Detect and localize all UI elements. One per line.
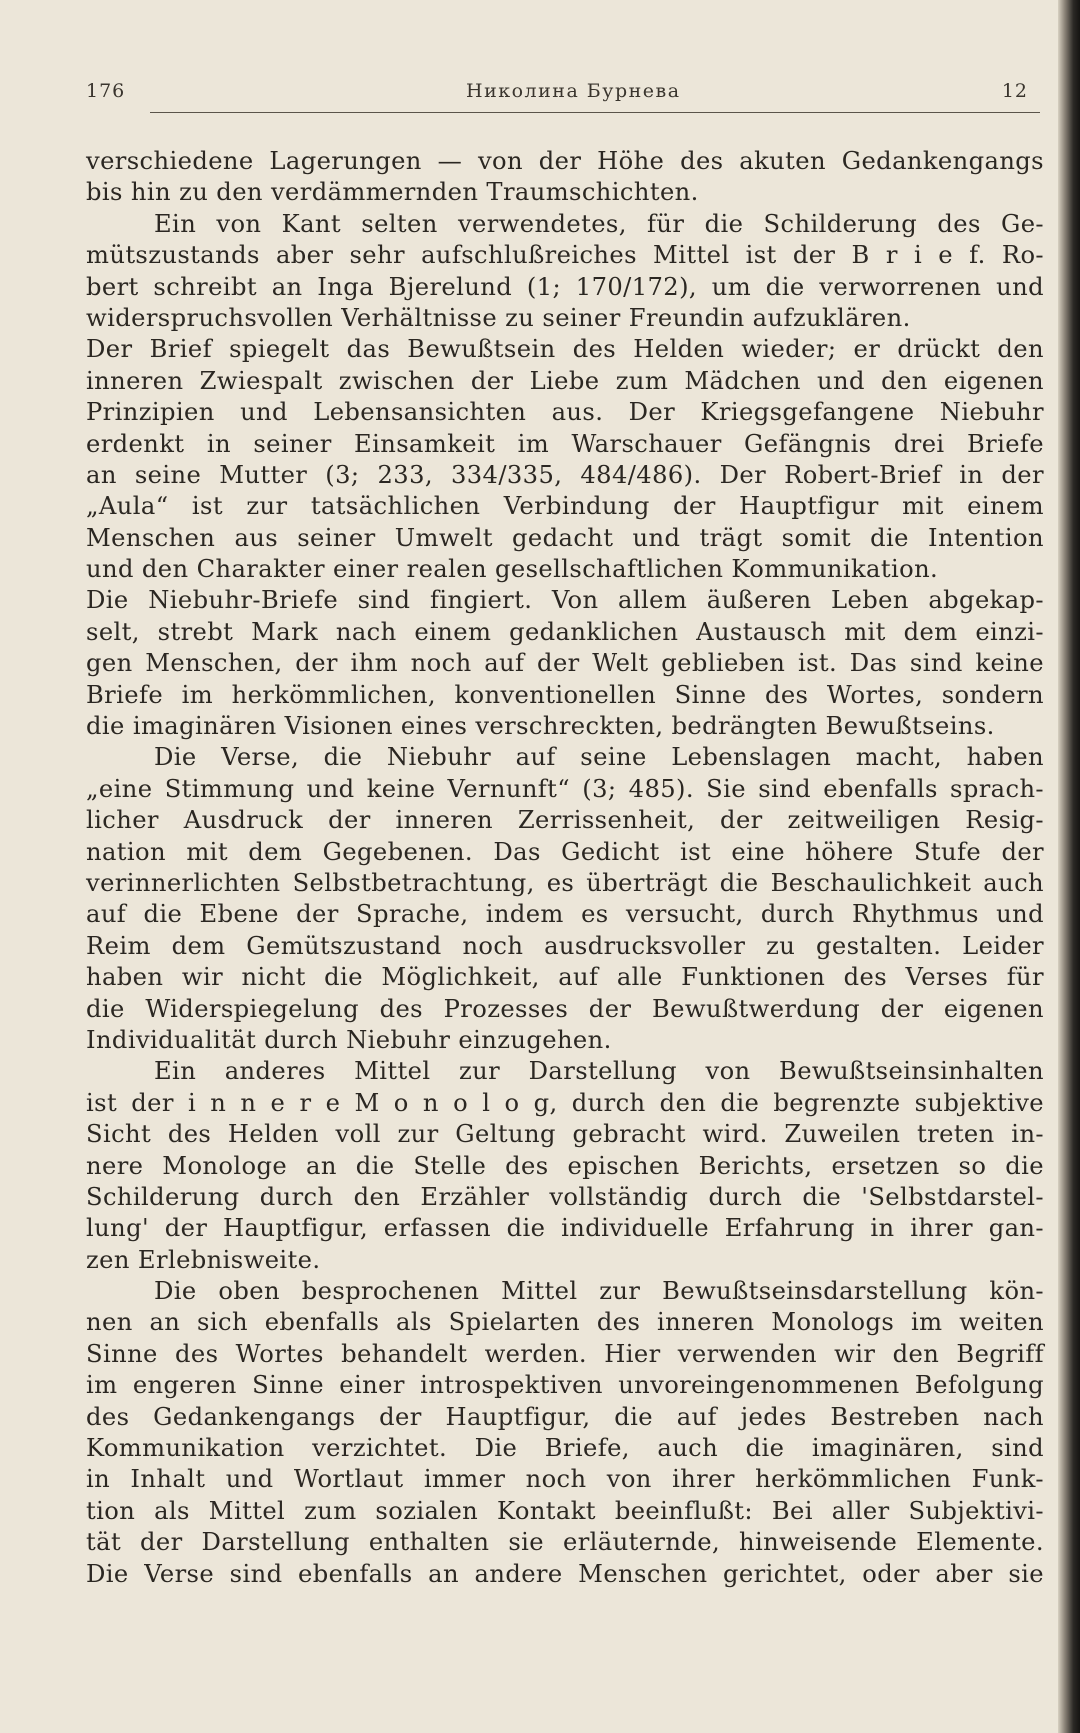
text-line: inneren Zwiespalt zwischen der Liebe zum Mädchen und den eigenen [86, 366, 1044, 395]
text-line: Die Verse, die Niebuhr auf seine Lebenslagen macht, haben [154, 743, 1044, 772]
text-line: die imaginären Visionen eines verschreckten, bedrängten Bewußtseins. [86, 712, 995, 741]
text-line: tät der Darstellung enthalten sie erläuternde, hinweisende Elemente. [86, 1528, 1044, 1557]
text-line: Ein von Kant selten verwendetes, für die Schilderung des Ge- [154, 209, 1044, 238]
text-line: gen Menschen, der ihm noch auf der Welt geblieben ist. Das sind keine [86, 649, 1044, 678]
signature-mark: 12 [1001, 80, 1028, 102]
text-line: Ein anderes Mittel zur Darstellung von Bewußtseinsinhalten [154, 1057, 1044, 1086]
running-title: Николина Бурнева [466, 80, 681, 102]
header-rule [150, 112, 1040, 113]
text-line: nation mit dem Gegebenen. Das Gedicht ist eine höhere Stufe der [86, 837, 1044, 866]
text-line: und den Charakter einer realen gesellschaftlichen Kommunikation. [86, 555, 939, 584]
text-line: auf die Ebene der Sprache, indem es versucht, durch Rhythmus und [86, 900, 1044, 929]
text-line: Der Brief spiegelt das Bewußtsein des Helden wieder; er drückt den [86, 335, 1044, 364]
text-line: Schilderung durch den Erzähler vollständig durch die 'Selbstdarstel- [86, 1182, 1044, 1211]
text-line: „eine Stimmung und keine Vernunft“ (3; 485). Sie sind ebenfalls sprach- [86, 774, 1044, 803]
text-line: verinnerlichten Selbstbetrachtung, es überträgt die Beschaulichkeit auch [86, 868, 1044, 897]
page-edge-shadow [1058, 0, 1080, 1733]
text-line: Prinzipien und Lebensansichten aus. Der Kriegsgefangene Niebuhr [86, 398, 1044, 427]
page-number: 176 [86, 80, 126, 102]
text-line: nen an sich ebenfalls als Spielarten des inneren Monologs im weiten [86, 1308, 1044, 1337]
text-line: an seine Mutter (3; 233, 334/335, 484/486). Der Robert-Brief in der [86, 460, 1044, 489]
text-line: in Inhalt und Wortlaut immer noch von ihrer herkömmlichen Funk- [86, 1465, 1044, 1494]
text-line: tion als Mittel zum sozialen Kontakt beeinflußt: Bei aller Subjektivi- [86, 1496, 1044, 1525]
text-line: des Gedankengangs der Hauptfigur, die auf jedes Bestreben nach [86, 1402, 1044, 1431]
text-line: mütszustands aber sehr aufschlußreiches Mittel ist der B r i e f. Ro- [86, 241, 1044, 270]
text-line: widerspruchsvollen Verhältnisse zu seiner Freundin aufzuklären. [86, 303, 911, 332]
text-line: die Widerspiegelung des Prozesses der Bewußtwerdung der eigenen [86, 994, 1044, 1023]
text-line: licher Ausdruck der inneren Zerrissenheit, der zeitweiligen Resig- [86, 806, 1044, 835]
text-line: „Aula“ ist zur tatsächlichen Verbindung der Hauptfigur mit einem [86, 492, 1044, 521]
text-line: selt, strebt Mark nach einem gedanklichen Austausch mit dem einzi- [86, 617, 1044, 646]
body-text [86, 146, 1044, 1590]
text-line: erdenkt in seiner Einsamkeit im Warschauer Gefängnis drei Briefe [86, 429, 1044, 458]
text-line: bert schreibt an Inga Bjerelund (1; 170/172), um die verworrenen und [86, 272, 1044, 301]
text-line: lung' der Hauptfigur, erfassen die individuelle Erfahrung in ihrer gan- [86, 1214, 1044, 1243]
text-line: ist der i n n e r e M o n o l o g, durch den die begrenzte subjektive [86, 1088, 1044, 1117]
text-line: Die Verse sind ebenfalls an andere Menschen gerichtet, oder aber sie [86, 1559, 1044, 1588]
page-header [86, 80, 1046, 110]
text-line: Sinne des Wortes behandelt werden. Hier verwenden wir den Begriff [86, 1339, 1044, 1368]
text-line: verschiedene Lagerungen — von der Höhe des akuten Gedankengangs [86, 147, 1044, 175]
text-line: Sicht des Helden voll zur Geltung gebracht wird. Zuweilen treten in- [86, 1120, 1044, 1149]
text-line: Individualität durch Niebuhr einzugehen. [86, 1025, 612, 1054]
text-line: Die oben besprochenen Mittel zur Bewußtseinsdarstellung kön- [154, 1277, 1044, 1306]
text-line: Die Niebuhr-Briefe sind fingiert. Von allem äußeren Leben abgekap- [86, 586, 1044, 615]
text-line: im engeren Sinne einer introspektiven unvoreingenommenen Befolgung [86, 1371, 1044, 1400]
text-line: Briefe im herkömmlichen, konventionellen Sinne des Wortes, sondern [86, 680, 1044, 709]
text-line: zen Erlebnisweite. [86, 1245, 321, 1274]
text-line: bis hin zu den verdämmernden Traumschichten. [86, 178, 699, 207]
text-line: nere Monologe an die Stelle des epischen Berichts, ersetzen so die [86, 1151, 1044, 1180]
text-line: Menschen aus seiner Umwelt gedacht und trägt somit die Intention [86, 523, 1044, 552]
text-line: haben wir nicht die Möglichkeit, auf alle Funktionen des Verses für [86, 963, 1044, 992]
text-line: Reim dem Gemütszustand noch ausdrucksvoller zu gestalten. Leider [86, 931, 1044, 960]
text-line: Kommunikation verzichtet. Die Briefe, auch die imaginären, sind [86, 1434, 1044, 1463]
